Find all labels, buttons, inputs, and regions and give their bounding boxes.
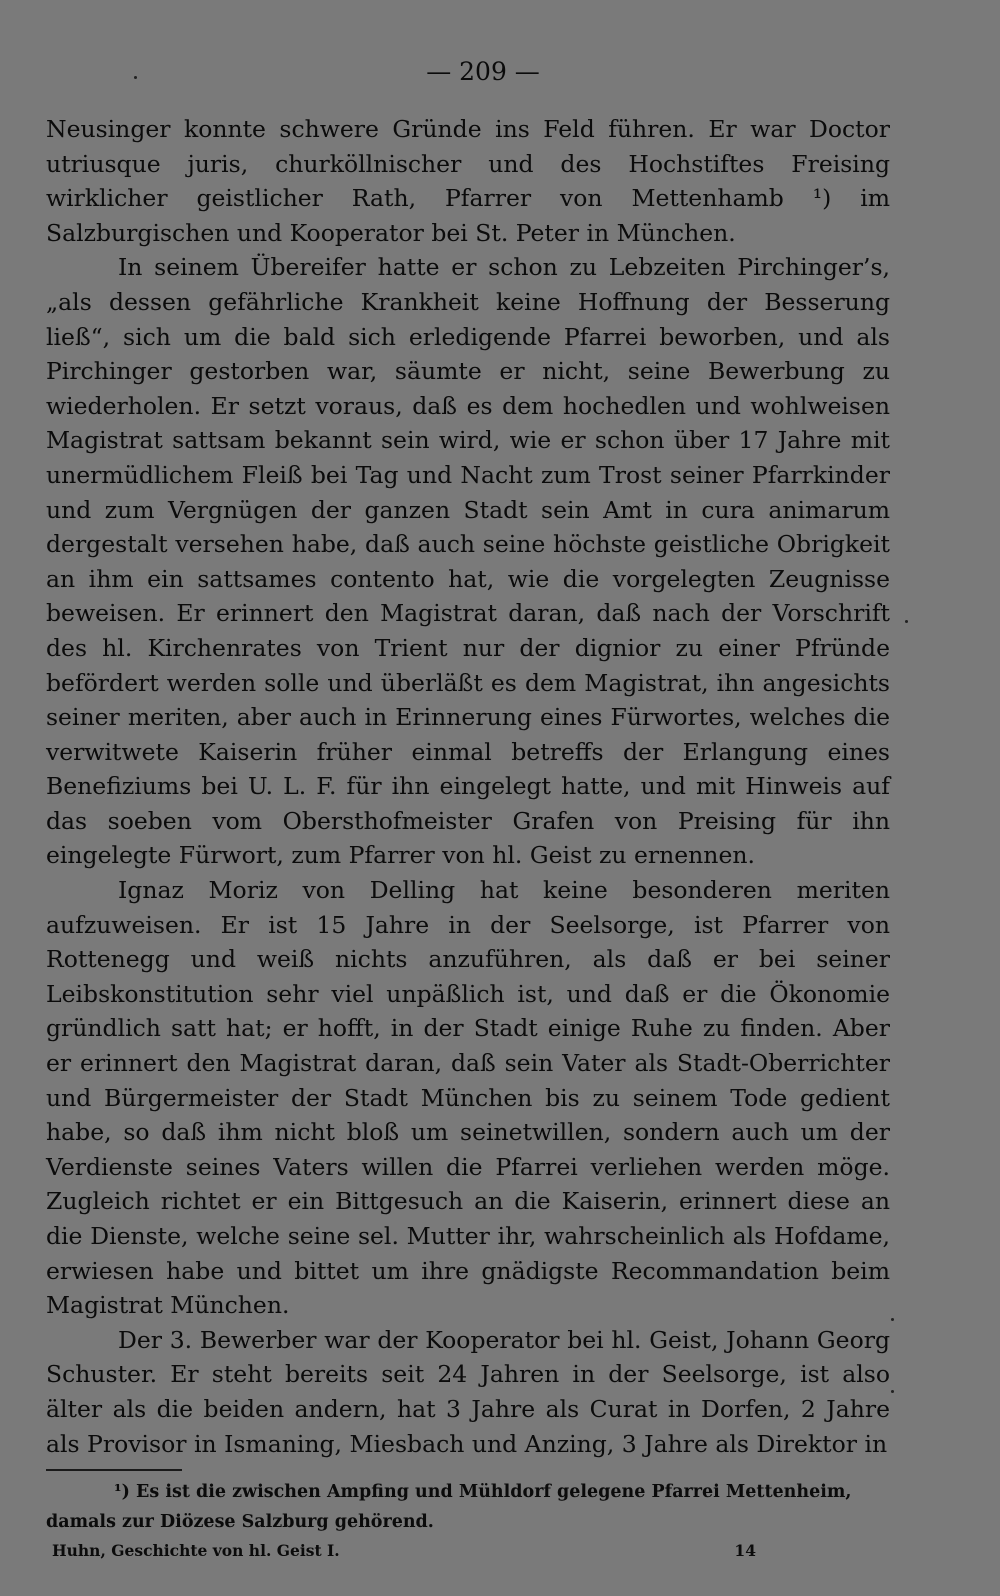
speck-mark — [891, 1318, 894, 1321]
footnote — [46, 1477, 890, 1537]
speck-mark — [134, 76, 137, 79]
footnote-divider — [46, 1469, 182, 1471]
speck-mark — [905, 620, 908, 623]
footnote-line-1: ¹) Es ist die zwischen Ampfing und Mühldorf gelegene Pfarrei Mettenheim, — [114, 1482, 852, 1503]
paragraph-4: Der 3. Bewerber war der Kooperator bei hl. Geist, Johann Georg Schuster. Er steht bereits seit 24 Jahren in der Seelsorge, ist also älter als die beiden andern, hat 3 Jahre als Curat in Dorfen, 2 Jahre als Provisor in Ismaning, Miesbach und Anzing, 3 Jahre als Direktor in — [46, 1325, 890, 1458]
paragraph-3: Ignaz Moriz von Delling hat keine besonderen meriten aufzuweisen. Er ist 15 Jahre in der Seelsorge, ist Pfarrer von Rottenegg und weiß nichts anzuführen, als daß er bei seiner Leibskonstitution sehr viel unpäßlich ist, und daß er die Ökonomie gründlich satt hat; er hofft, in der Stadt einige Ruhe zu finden. Aber er erinnert den Magistrat daran, daß sein Vater als Stadt-Oberrichter und Bürgermeister der Stadt München bis zu seinem Tode gedient habe, so daß ihm nicht bloß um seinetwillen, sondern auch um der Verdienste seines Vaters willen die Pfarrei verliehen werden möge. Zugleich richtet er ein Bittgesuch an die Kaiserin, erinnert diese an die Dienste, welche seine sel. Mutter ihr, wahrscheinlich als Hofdame, erwiesen habe und bittet um ihre gnädigste Recommandation beim Magistrat München. — [46, 876, 890, 1320]
signature-number: 14 — [734, 1541, 756, 1561]
signature-title: Huhn, Geschichte von hl. Geist I. — [52, 1541, 340, 1561]
footnote-line-2: damals zur Diözese Salzburg gehörend. — [46, 1512, 434, 1533]
body-text — [46, 112, 890, 1461]
paragraph-2: In seinem Übereifer hatte er schon zu Lebzeiten Pirchinger’s, „als dessen gefährliche Krankheit keine Hoffnung der Besserung ließ“, sich um die bald sich erledigende Pfarrei beworben, und als Pirchinger gestorben war, säumte er nicht, seine Bewerbung zu wiederholen. Er setzt voraus, daß es dem hochedlen und wohlweisen Magistrat sattsam bekannt sein wird, wie er schon über 17 Jahre mit unermüdlichem Fleiß bei Tag und Nacht zum Trost seiner Pfarrkinder und zum Vergnügen der ganzen Stadt sein Amt in cura animarum dergestalt versehen habe, daß auch seine höchste geistliche Obrigkeit an ihm ein sattsames contento hat, wie die vorgelegten Zeugnisse beweisen. Er erinnert den Magistrat daran, daß nach der Vorschrift des hl. Kirchenrates von Trient nur der dignior zu einer Pfründe befördert werden solle und überläßt es dem Magistrat, ihn angesichts seiner meriten, aber auch in Erinnerung eines Fürwortes, welches die verwitwete Kaiserin früher einmal betreffs der Erlangung eines Benefiziums bei U. L. F. für ihn eingelegt hatte, und mit Hinweis auf das soeben vom Obersthofmeister Grafen von Preising für ihn eingelegte Fürwort, zum Pfarrer von hl. Geist zu ernennen. — [46, 253, 890, 870]
page-number: — 209 — — [426, 57, 540, 86]
page-header — [46, 52, 890, 92]
paragraph-1: Neusinger konnte schwere Gründe ins Feld führen. Er war Doctor utriusque juris, churköllnischer und des Hochstiftes Freising wirklicher geistlicher Rath, Pfarrer von Mettenhamb ¹) im Salzburgischen und Kooperator bei St. Peter in München. — [46, 115, 890, 247]
signature-line — [46, 1537, 890, 1565]
speck-mark — [891, 1390, 894, 1393]
